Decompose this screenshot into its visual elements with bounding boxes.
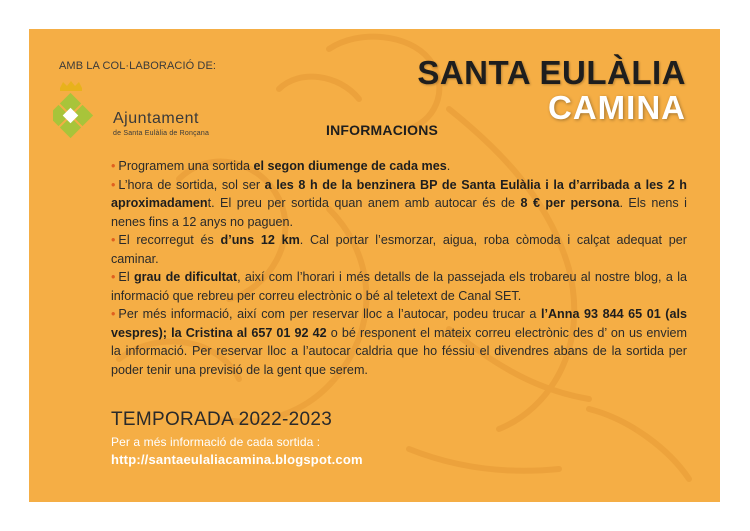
title-line-2: CAMINA: [548, 89, 686, 126]
crown-icon: [60, 81, 82, 91]
bullet-icon: •: [111, 233, 116, 247]
collaboration-label: AMB LA COL·LABORACIÓ DE:: [59, 60, 217, 72]
info-body: [111, 157, 687, 379]
info-paragraph-1: • Programem una sortida el segon diumenge de cada mes.: [111, 159, 451, 173]
info-paragraph-2: • L’hora de sortida, sol ser a les 8 h de la benzinera BP de Santa Eulàlia i la d’arribada a les 2 h aproximadament. El preu per sortida quan anem amb autocar és de 8 € per persona. Els nens i nenes fins a 12 anys no paguen.: [111, 177, 687, 229]
more-info-label: Per a més informació de cada sortida :: [111, 435, 321, 449]
info-paragraph-4: • El grau de dificultat, així com l’horari i més detalls de la passejada els trobareu al nostre blog, a la informació que rebreu per correu electrònic o bé al teletext de Canal SET.: [111, 270, 688, 303]
bullet-icon: •: [111, 177, 116, 192]
title-line-1: SANTA EULÀLIA: [417, 54, 686, 91]
logo-name: Ajuntament: [113, 110, 199, 127]
info-heading: INFORMACIONS: [326, 122, 439, 138]
blog-link[interactable]: http://santaeulaliacamina.blogspot.com: [111, 452, 363, 467]
season-label: TEMPORADA 2022-2023: [111, 409, 333, 430]
info-paragraph-3: • El recorregut és d’uns 12 km. Cal portar l’esmorzar, aigua, roba còmoda i calçat adequat per caminar.: [111, 233, 687, 266]
logo-subtitle: de Santa Eulàlia de Ronçana: [113, 130, 210, 137]
flyer-card: [29, 29, 720, 502]
info-paragraph-5: • Per més informació, així com per reservar lloc a l’autocar, podeu trucar a l’Anna 93 844 65 01 (als vespres); la Cristina al 657 01 92 42 o bé responent el mateix correu electrònic des d’ on us enviem la informació. Per reservar lloc a l’autocar caldria que ho féssiu el divendres abans de la sortida per poder tenir una previsió de la gent que serem.: [111, 307, 687, 377]
crest-icon: [53, 93, 93, 138]
bullet-icon: •: [111, 159, 116, 173]
bullet-icon: •: [111, 307, 116, 321]
bullet-icon: •: [111, 270, 116, 284]
